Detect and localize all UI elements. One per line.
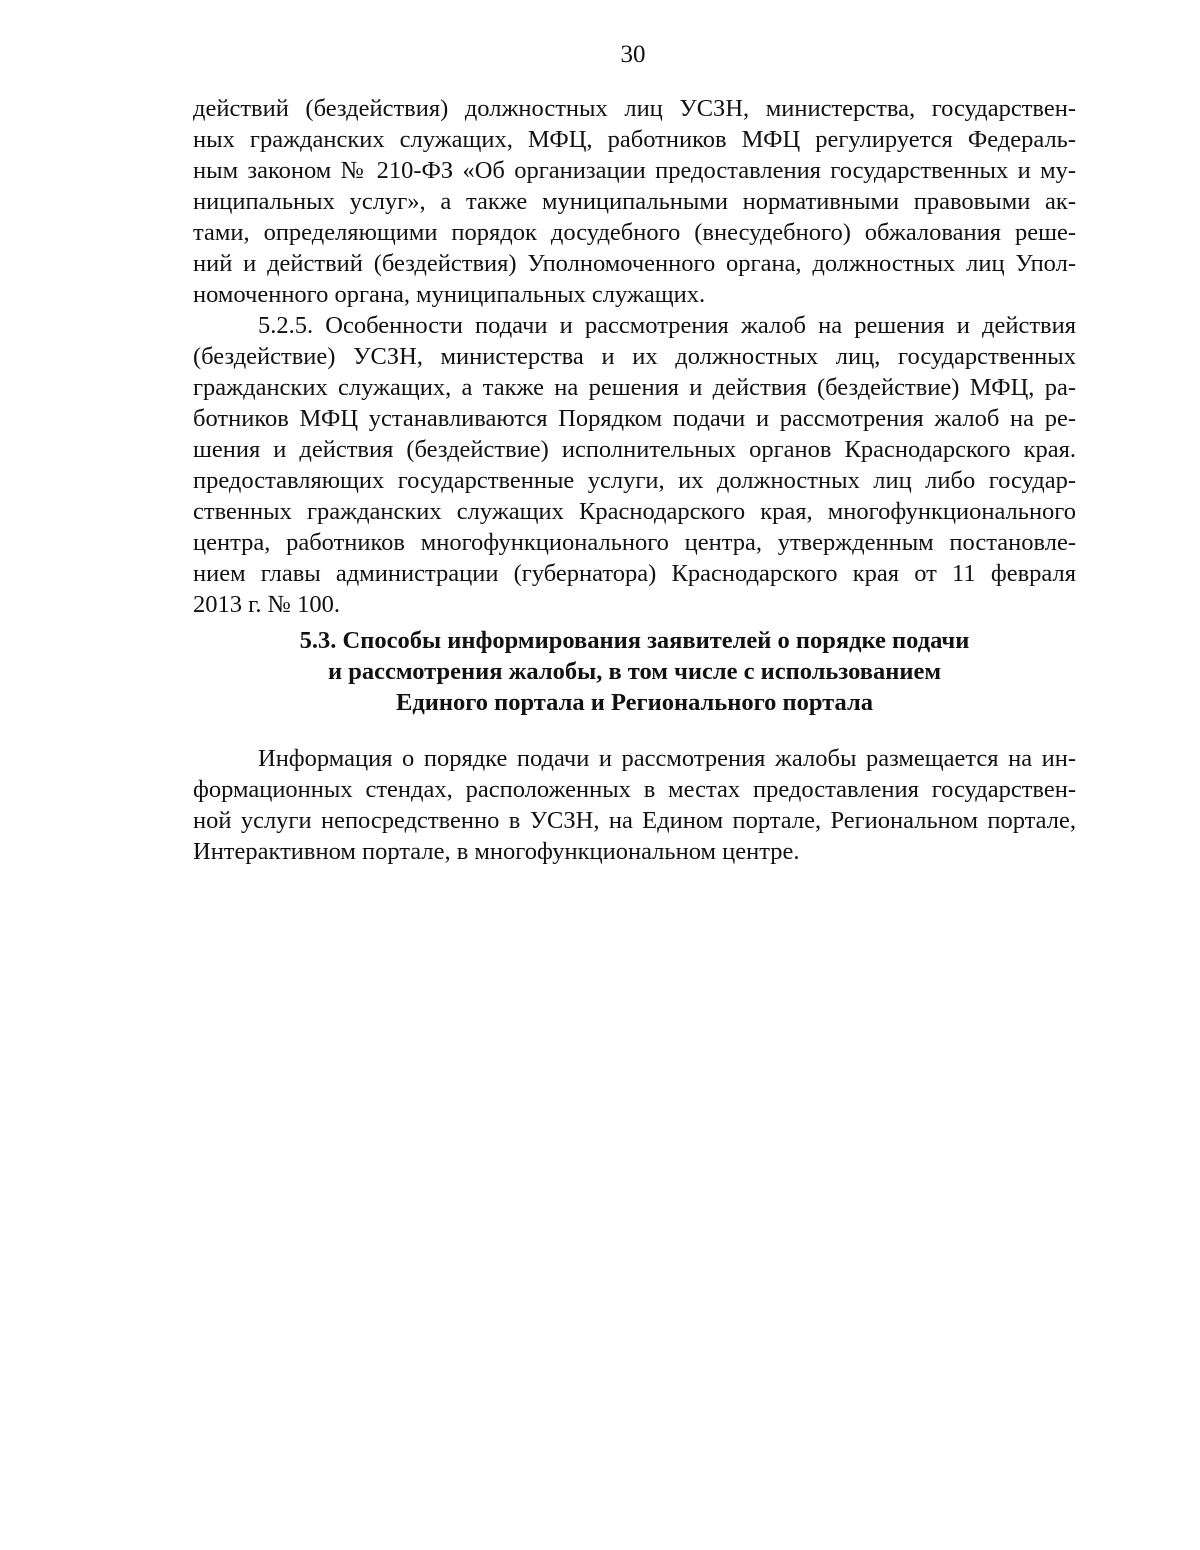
paragraph-line: центра, работников многофункционального центра, утвержденным постановле- [193, 529, 1076, 556]
paragraph-line: 5.2.5. Особенности подачи и рассмотрения жалоб на решения и действия [258, 312, 1076, 339]
paragraph-line: ным законом № 210-ФЗ «Об организации предоставления государственных и му- [193, 157, 1076, 184]
paragraph-line: 2013 г. № 100. [193, 591, 341, 618]
paragraph-line: номоченного органа, муниципальных служащих. [193, 281, 706, 308]
paragraph-line: (бездействие) УСЗН, министерства и их должностных лиц, государственных [193, 343, 1076, 370]
paragraph-line: формационных стендах, расположенных в местах предоставления государствен- [193, 776, 1076, 803]
paragraph-line: нием главы администрации (губернатора) Краснодарского края от 11 февраля [193, 560, 1076, 587]
paragraph-line: Интерактивном портале, в многофункциональном центре. [193, 838, 800, 865]
paragraph-line: тами, определяющими порядок досудебного (внесудебного) обжалования реше- [193, 219, 1076, 246]
paragraph-line: ной услуги непосредственно в УСЗН, на Едином портале, Региональном портале, [193, 807, 1076, 834]
paragraph-line: Информация о порядке подачи и рассмотрения жалобы размещается на ин- [258, 745, 1076, 772]
paragraph-line: предоставляющих государственные услуги, их должностных лиц либо государ- [193, 467, 1076, 494]
heading-line: Единого портала и Регионального портала [396, 689, 873, 716]
page-number: 30 [620, 41, 646, 68]
paragraph-line: ственных гражданских служащих Краснодарского края, многофункционального [193, 498, 1076, 525]
paragraph-line: ботников МФЦ устанавливаются Порядком подачи и рассмотрения жалоб на ре- [193, 405, 1076, 432]
paragraph-line: ных гражданских служащих, МФЦ, работников МФЦ регулируется Федераль- [193, 126, 1076, 153]
paragraph-line: ний и действий (бездействия) Уполномоченного органа, должностных лиц Упол- [193, 250, 1076, 277]
heading-line: и рассмотрения жалобы, в том числе с использованием [327, 658, 942, 685]
paragraph-line: ниципальных услуг», а также муниципальными нормативными правовыми ак- [193, 188, 1076, 215]
paragraph-line: шения и действия (бездействие) исполнительных органов Краснодарского края. [193, 436, 1076, 463]
heading-line: 5.3. Способы информирования заявителей о порядке подачи [299, 627, 970, 654]
paragraph-line: действий (бездействия) должностных лиц УСЗН, министерства, государствен- [193, 95, 1076, 122]
paragraph-line: гражданских служащих, а также на решения и действия (бездействие) МФЦ, ра- [193, 374, 1076, 401]
